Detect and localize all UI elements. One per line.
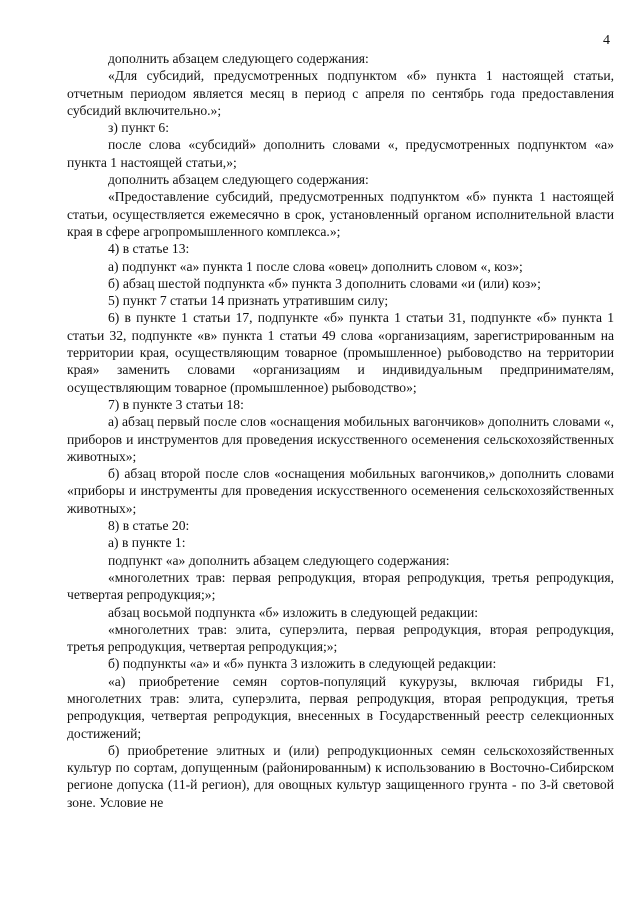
paragraph: «многолетних трав: первая репродукция, вторая репродукция, третья репродукция, четвертая репродукция;»; — [67, 569, 614, 603]
paragraph: а) в пункте 1: — [108, 535, 186, 551]
paragraph: «Для субсидий, предусмотренных подпунктом «б» пункта 1 настоящей статьи, отчетным периодом является месяц в период с апреля по сентябрь года предоставления субсидий включительно.»; — [67, 68, 614, 118]
page-number: 4 — [603, 33, 610, 48]
paragraph: 4) в статье 13: — [108, 241, 190, 257]
paragraph: б) приобретение элитных и (или) репродукционных семян сельскохозяйственных культур по сортам, допущенным (районированным) к использованию в Восточно-Сибирском регионе допуска (11-й регион), для овощных культур защищенного грунта - по 3-й световой зоне. Условие не — [67, 742, 614, 810]
paragraph: «многолетних трав: элита, суперэлита, первая репродукция, вторая репродукция, третья репродукция, четвертая репродукция;»; — [67, 621, 614, 655]
paragraph: б) абзац второй после слов «оснащения мобильных вагончиков,» дополнить словами «приборы и инструменты для проведения искусственного осеменения сельскохозяйственных животных»; — [67, 466, 614, 516]
paragraph: 6) в пункте 1 статьи 17, подпункте «б» пункта 1 статьи 31, подпункте «б» пункта 1 статьи 32, подпункте «в» пункта 1 статьи 49 слова «организациям, зарегистрированным на территории края, осуществляющим товарное (промышленное) рыбоводство на территории края» заменить словами «организациям и индивидуальным предпринимателям, осуществляющим товарное (промышленное) рыбоводство»; — [67, 310, 614, 395]
paragraph: 7) в пункте 3 статьи 18: — [108, 396, 244, 412]
document-body — [67, 50, 614, 811]
paragraph: «а) приобретение семян сортов-популяций кукурузы, включая гибриды F1, многолетних трав: элита, суперэлита, первая репродукция, вторая репродукция, третья репродукция, четвертая репродукция, внесенных в Государственный реестр селекционных достижений; — [67, 673, 614, 741]
paragraph: «Предоставление субсидий, предусмотренных подпунктом «б» пункта 1 настоящей статьи, осуществляется ежемесячно в срок, установленный органом исполнительной власти края в сфере агропромышленного комплекса.»; — [67, 189, 614, 239]
paragraph: абзац восьмой подпункта «б» изложить в следующей редакции: — [108, 604, 479, 620]
paragraph: после слова «субсидий» дополнить словами «, предусмотренных подпунктом «а» пункта 1 настоящей статьи,»; — [67, 137, 614, 170]
paragraph: 8) в статье 20: — [108, 518, 190, 534]
paragraph: а) абзац первый после слов «оснащения мобильных вагончиков» дополнить словами «, приборов и инструментов для проведения искусственного осеменения сельскохозяйственных животных»; — [67, 414, 614, 464]
paragraph: 5) пункт 7 статьи 14 признать утратившим силу; — [108, 293, 389, 309]
paragraph: б) подпункты «а» и «б» пункта 3 изложить в следующей редакции: — [108, 656, 497, 672]
paragraph: б) абзац шестой подпункта «б» пункта 3 дополнить словами «и (или) коз»; — [108, 275, 541, 291]
paragraph: з) пункт 6: — [108, 120, 169, 136]
paragraph: подпункт «а» дополнить абзацем следующего содержания: — [108, 552, 450, 568]
paragraph: дополнить абзацем следующего содержания: — [108, 51, 369, 66]
paragraph: дополнить абзацем следующего содержания: — [108, 172, 369, 188]
paragraph: а) подпункт «а» пункта 1 после слова «овец» дополнить словом «, коз»; — [108, 258, 523, 274]
